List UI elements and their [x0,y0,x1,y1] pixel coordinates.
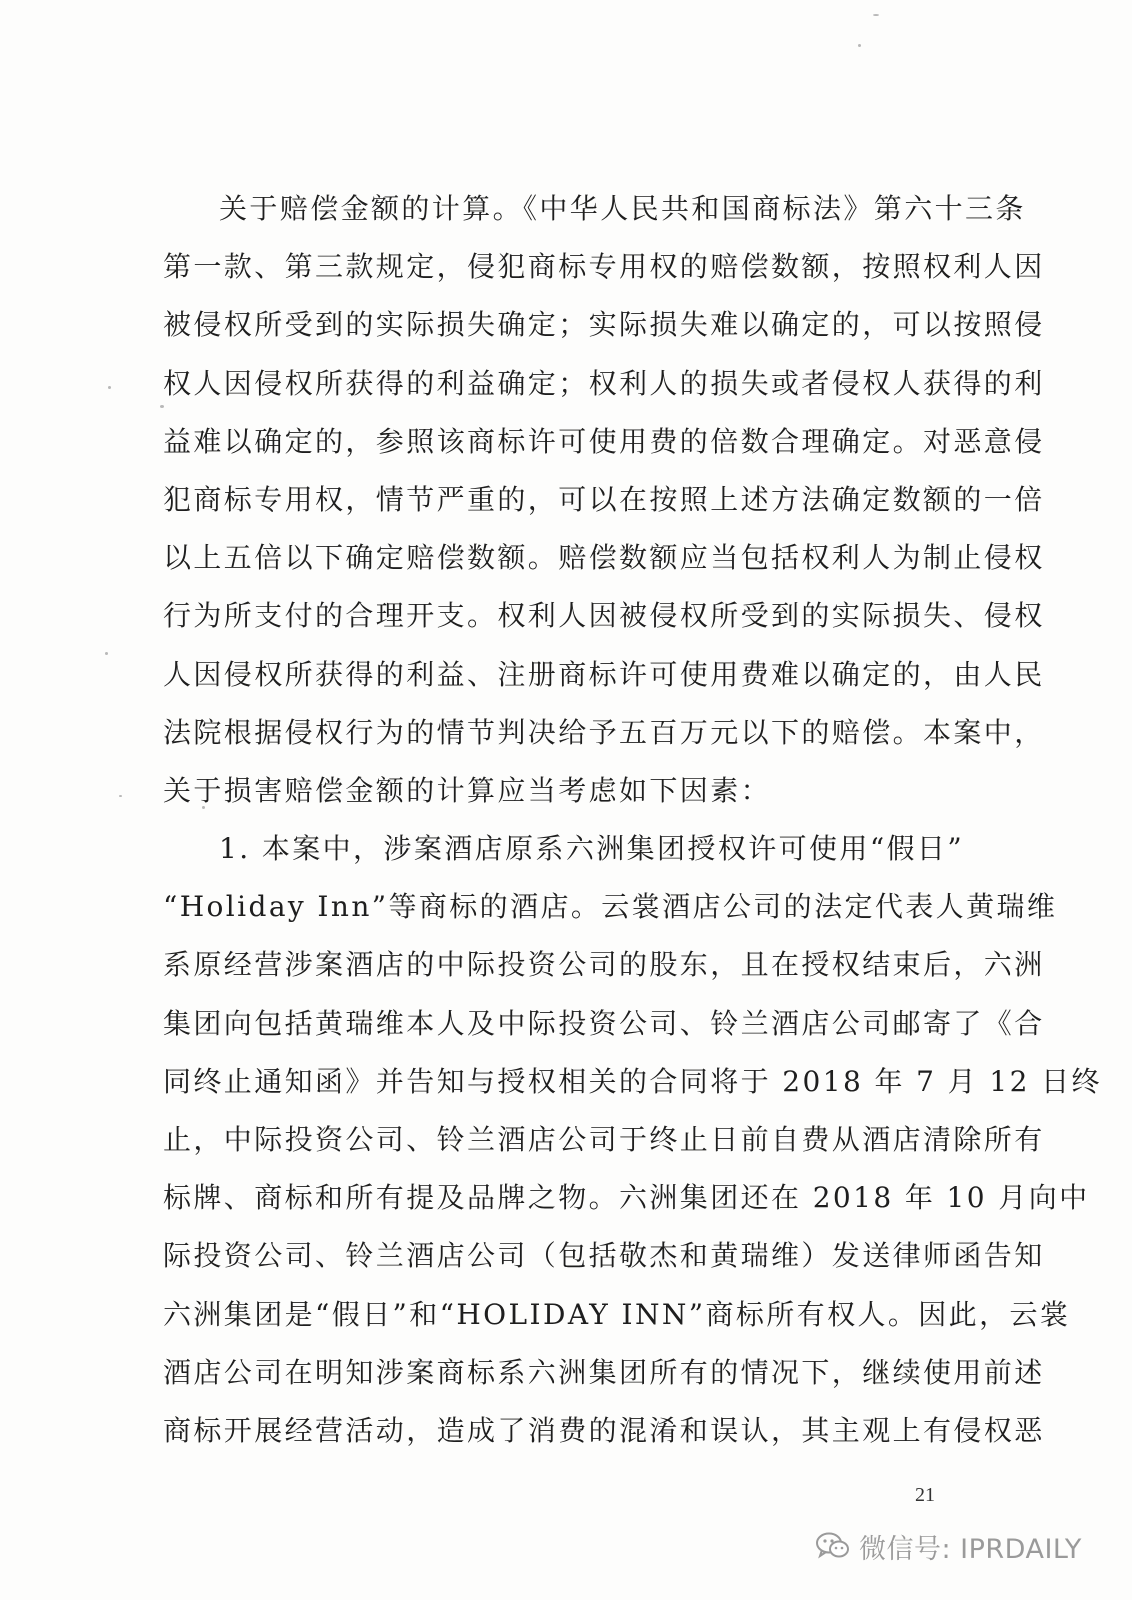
text-line: 关于损害赔偿金额的计算应当考虑如下因素： [163,773,772,807]
text-line: 法院根据侵权行为的情节判决给予五百万元以下的赔偿。本案中， [163,715,1045,749]
text-line: 际投资公司、铃兰酒店公司（包括敬杰和黄瑞维）发送律师函告知 [163,1239,1045,1273]
watermark [815,1526,1082,1566]
scan-speck [119,795,122,797]
body-text [163,180,1102,1460]
text-line: 同终止通知函》并告知与授权相关的合同将于 2018 年 7 月 12 日终 [163,1064,1102,1098]
text-line: 止，中际投资公司、铃兰酒店公司于终止日前自费从酒店清除所有 [163,1123,1045,1156]
text-line: 第一款、第三款规定，侵犯商标专用权的赔偿数额，按照权利人因 [163,250,1045,284]
text-line: 被侵权所受到的实际损失确定；实际损失难以确定的，可以按照侵 [163,308,1045,342]
text-line: 权人因侵权所获得的利益确定；权利人的损失或者侵权人获得的利 [163,366,1045,400]
scan-speck [858,44,861,47]
text-line: “Holiday Inn”等商标的酒店。云裳酒店公司的法定代表人黄瑞维 [163,890,1058,924]
wechat-icon [815,1531,851,1561]
text-line: 系原经营涉案酒店的中际投资公司的股东，且在授权结束后，六洲 [163,948,1045,982]
text-line: 益难以确定的，参照该商标许可使用费的倍数合理确定。对恶意侵 [163,424,1045,458]
text-line: 酒店公司在明知涉案商标系六洲集团所有的情况下，继续使用前述 [163,1355,1045,1389]
text-line: 集团向包括黄瑞维本人及中际投资公司、铃兰酒店公司邮寄了《合 [163,1006,1045,1040]
text-line: 六洲集团是“假日”和“HOLIDAY INN”商标所有权人。因此，云裳 [163,1297,1071,1331]
text-line: 以上五倍以下确定赔偿数额。赔偿数额应当包括权利人为制止侵权 [163,541,1045,575]
scan-speck [105,652,108,655]
watermark-text: 微信号: IPRDAILY [859,1533,1082,1565]
text-line: 行为所支付的合理开支。权利人因被侵权所受到的实际损失、侵权 [163,599,1045,633]
text-line: 商标开展经营活动，造成了消费的混淆和误认，其主观上有侵权恶 [163,1413,1045,1447]
page-number: 21 [915,1484,935,1506]
text-line: 犯商标专用权，情节严重的，可以在按照上述方法确定数额的一倍 [163,482,1045,516]
text-line: 关于赔偿金额的计算。《中华人民共和国商标法》第六十三条 [219,192,1026,225]
scan-speck [108,386,111,389]
text-line: 人因侵权所获得的利益、注册商标许可使用费难以确定的，由人民 [163,657,1045,691]
text-line: 1. 本案中，涉案酒店原系六洲集团授权许可使用“假日” [219,832,965,866]
text-line: 标牌、商标和所有提及品牌之物。六洲集团还在 2018 年 10 月向中 [163,1181,1090,1215]
scan-speck [873,14,879,16]
